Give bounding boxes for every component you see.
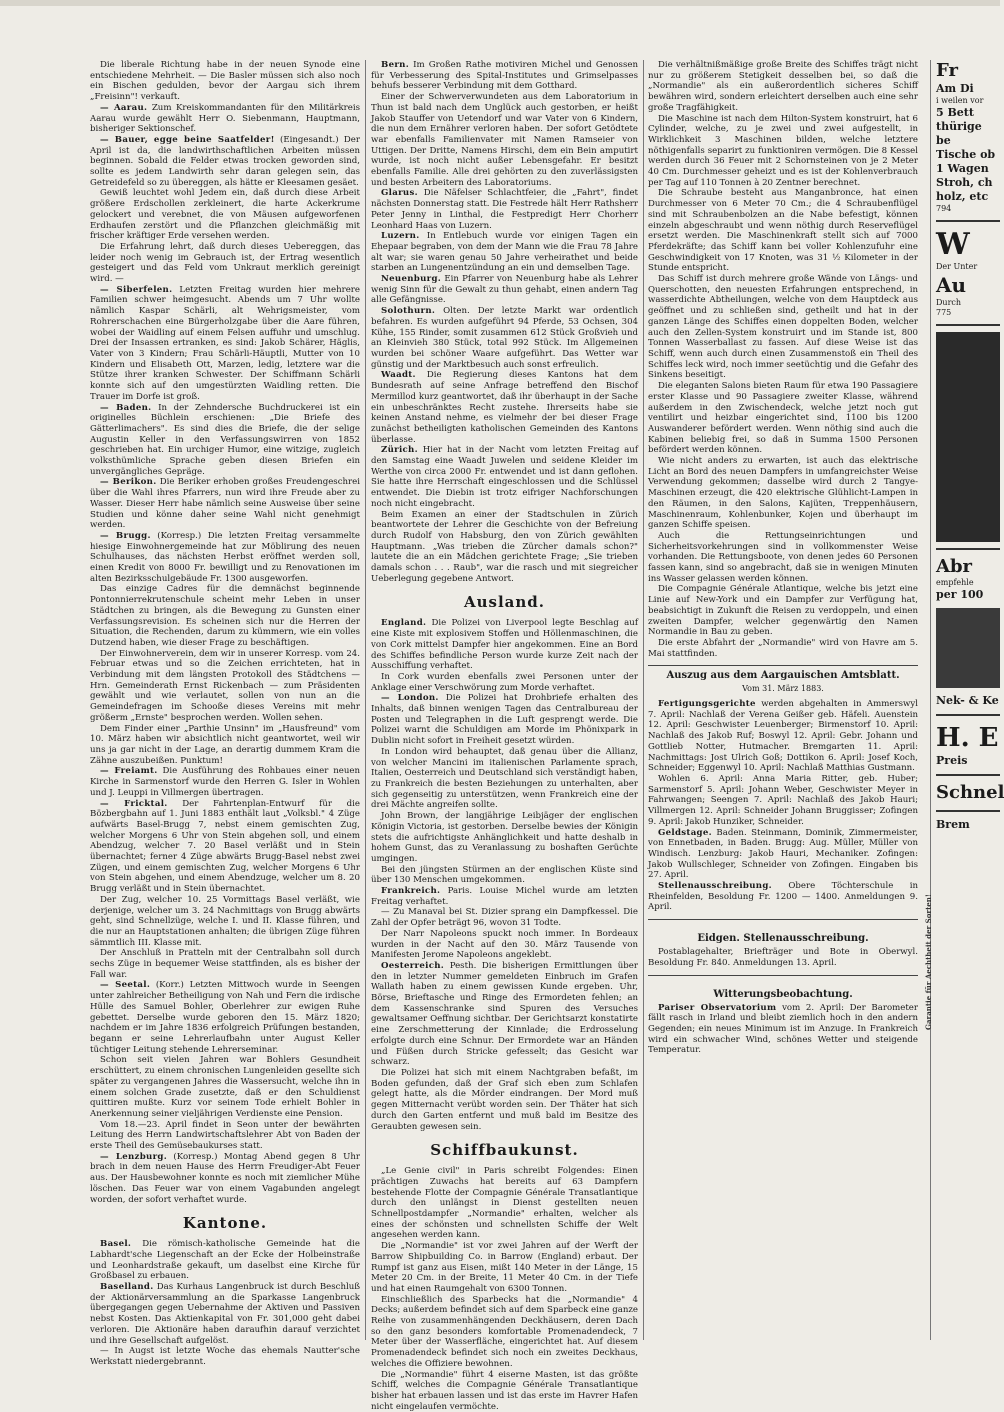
- page-top-edge: [0, 0, 1000, 6]
- ad-number: 775: [936, 308, 952, 317]
- article-paragraph: John Brown, der langjährige Leibjäger der englischen Königin Victoria, ist gestorben. Derselbe bewies der Königin stets die aufrichtigste Anhänglichkeit und hatte deshalb in hohem Gunst, das zu Veranlassung zu boshaften Gerüchte umgingen.: [371, 811, 638, 864]
- ad-divider: [936, 774, 1000, 776]
- weather-box: [648, 975, 918, 1057]
- article-paragraph: Der Zug, welcher 10. 25 Vormittags Basel verläßt, wie derjenige, welcher um 3. 24 Nachmittags von Brugg abwärts geht, sind Schnellzüge, welche I. und II. Klasse führen, und die nur an Hauptstationen anhalten; die übrigen Züge führen sämmtlich III. Klasse mit.: [90, 894, 360, 948]
- article-lead: Bern.: [381, 60, 409, 70]
- article-paragraph: Der Narr Napoleons spuckt noch immer. In Bordeaux wurden in der Nacht auf den 30. März Tausende von Manifesten Jerome Napoleons angeklebt.: [371, 928, 638, 961]
- article-text: Olten. Der letzte Markt war ordentlich befahren. Es wurden aufgeführt 94 Pferde, 53 Ochsen, 304 Kühe, 155 Rinder, somit zusammen 612 Stück Großvieh und an Kleinvieh 380 Stück, total 992 Stück. Im Allgemeinen wurden bei schöner Waare aufgeführt. Das Wetter war günstig und der Marktbesuch auch sonst erfreulich.: [371, 306, 638, 370]
- notice-text: vom 2. April: Der Barometer fällt rasch in Irland und bleibt ziemlich hoch in den andern Gegenden; ein neues Minimum ist im Anzuge. In Frankreich wird ein schwacher Wind, schönes Wetter und steigende Temperatur.: [648, 1002, 919, 1056]
- article-paragraph: Die „Normandie" führt 4 eiserne Masten, ist das größte Schiff, welches die Compagnie Générale Transatlantique bisher hat erbauen lassen und ist das erste im Havrer Hafen nicht eingelaufen vermöchte.: [371, 1369, 638, 1412]
- amtsblatt-date: Vom 31. März 1883.: [742, 684, 824, 694]
- article-text: Die Regierung dieses Kantons hat dem Bundesrath auf seine Anfrage betreffend den Bischof Mermillod kurz geantwortet, daß ihr überhaupt in der Sache ein unbeschränktes Recht zustehe. Ihrerseits habe sie keinen Anstand nehme, es vielmehr der bei dieser Frage zunächst betheiligten katholischen Gemeinden des Kantons überlasse.: [371, 370, 638, 445]
- article-text: Die Polizei hat Drohbriefe erhalten des Inhalts, daß binnen wenigen Tagen das Centralbureau der Posten und Telegraphen in die Luft gesprengt werde. Die Polizei warnt die Schuldigen am Morde im Phönixpark in Dublin nicht sofort in Freiheit gesetzt würden.: [371, 693, 639, 747]
- article-lead: Waadt.: [381, 370, 416, 381]
- article-paragraph: [90, 285, 360, 403]
- article-text: Die Näfelser Schlachtfeier, die „Fahrt", findet nächsten Donnerstag statt. Die Festrede hält Herr Rathsherr Peter Jenny in Linthal, die Festpredigt Herr Chorherr Leonhard Haas von Luzern.: [371, 188, 638, 231]
- stellen-heading: Eidgen. Stellenausschreibung.: [697, 933, 869, 945]
- ad-divider: [936, 714, 1000, 716]
- article-paragraph: [371, 188, 638, 231]
- ad-text: i weilen vor: [936, 96, 984, 105]
- article-lead: — Freiamt.: [100, 766, 158, 777]
- amtsblatt-heading: Auszug aus dem Aargauischen Amtsblatt.: [648, 665, 918, 682]
- article-lead: — Aarau.: [100, 102, 148, 113]
- article-paragraph: In London wird behauptet, daß genau über die Allianz, von welcher Mancini im italienischen Parlamente sprach, Italien, Oesterreich und Deutschland sich verständigt haben, zu Frankreich die besten Beziehungen zu unterhalten, aber sich gegenseitig zu unterstützen, wenn Frankreich eine der drei Mächte angreifen sollte.: [371, 746, 638, 811]
- article-text: Ein Pfarrer von Neuenburg habe als Lehrer wenig Sinn für die Gewalt zu thun gehabt, einen andern Tag alle Gefängnisse.: [371, 274, 638, 306]
- article-lead: — Brugg.: [100, 530, 151, 541]
- article-lead: — Seetal.: [100, 980, 151, 991]
- article-paragraph: [90, 799, 360, 895]
- ad-text: Stroh, ch: [936, 176, 993, 189]
- notice-paragraph: [648, 1003, 918, 1057]
- article-paragraph: Wie nicht anders zu erwarten, ist auch das elektrische Licht an Bord des neuen Dampfers in umfangreichster Weise Verwendung gekommen; dasselbe wird durch 2 Tangye-Maschinen erzeugt, die 420 elektrische Glühlicht-Lampen in den Räumen, in den Salons, Kajüten, Treppenhäusern, Maschinenraum, Kohlenbunker, Kojen und überhaupt im ganzen Schiffe speisen.: [648, 456, 918, 531]
- ad-text: 1 Wagen: [936, 162, 989, 175]
- article-paragraph: Die Polizei hat sich mit einem Nachtgraben befaßt, im Boden gefunden, daß der Graf sich eben zum Schlafen gelegt hatte, als die Mörder eindrangen. Der Mord muß gegen Mitternacht verübt worden sein. Der Thäter hat sich durch den Garten entfernt und muß bald im Besitze des Geraubten gewesen sein.: [371, 1067, 638, 1132]
- ad-text: Brem: [936, 818, 970, 831]
- article-paragraph: [371, 274, 638, 306]
- ad-divider: [936, 324, 1000, 326]
- ad-initial: Au: [936, 273, 967, 297]
- article-lead: Oesterreich.: [381, 960, 445, 971]
- article-paragraph: Die „Normandie" ist vor zwei Jahren auf der Werft der Barrow Shipbuilding Co. in Barrow (England) erbaut. Der Rumpf ist ganz aus Eisen, mißt 140 Meter in der Länge, 15 Meter 20 Cm. in der Breite, 11 Meter 40 Cm. in der Tiefe und hat einen Raumgehalt von 6300 Tonnen.: [371, 1241, 638, 1294]
- ad-text: Am Di: [936, 82, 974, 95]
- stellen-box: [648, 919, 918, 968]
- article-paragraph: [90, 135, 360, 189]
- article-paragraph: Die Compagnie Générale Atlantique, welche bis jetzt eine Linie auf New-York und ein Dampfer zur Verfügung hat, beabsichtigt in Zukunft die Reisen zu verdoppeln, und einen zweiten Dampfer, welcher gegenwärtig den Namen Normandie in Bau zu geben.: [648, 584, 918, 638]
- ad-text: thürige be: [936, 120, 982, 147]
- article-text: (Korresp.) Montag Abend gegen 8 Uhr brach in dem neuen Hause des Herrn Freudiger-Abt Feuer aus. Der Hausbewohner konnte es noch mit ziemlicher Mühe löschen. Das Feuer war von einem Vagabunden angelegt worden, der sofort verhaftet wurde.: [90, 1151, 360, 1205]
- notice-text: werden abgehalten in Ammerswyl 7. April: Nachlaß der Verena Geißer geb. Häfeli. Auenstein 12. April: Geschwister Leuenberger; Birmenstorf 10. April: Nachlaß des Jakob Ruf; Boswyl 12. April: Gebr. Johann und Gottlieb Notter, Hutmacher. Bremgarten 11. April: Nachmittags: Jost Ulrich Goß; Dottikon 6. April: Josef Koch, Schneider; Eggenwyl 10. April: Nachlaß Matthias Gustmann.: [648, 699, 918, 774]
- article-paragraph: Die liberale Richtung habe in der neuen Synode eine entschiedene Mehrheit. — Die Basler müssen sich also noch ein Bischen gedulden, bevor der Aargau sich ihrem „Freisinn"! verkauft.: [90, 60, 360, 103]
- notice-lead: Stellenausschreibung.: [658, 881, 772, 892]
- notice-lead: Fertigungsgerichte: [658, 699, 756, 710]
- article-text: In Entlebuch wurde vor einigen Tagen ein Ehepaar begraben, von dem der Mann wie die Frau 78 Jahre alt war; sie waren genau 50 Jahre verheirathet und beide starben an Lungenentzündung an ein und demselben Tage.: [371, 231, 638, 274]
- notice-paragraph: Wohlen 6. April: Anna Maria Ritter, geb. Huber; Sarmenstorf 5. April: Johann Weber, Geschwister Meyer in Fahrwangen; Seengen 7. April: Nachlaß des Jakob Hauri; Villmergen 12. April: Schneider Johann Bruggisser; Zofingen 9. April: Jakob Hunziker, Schneider.: [648, 774, 918, 827]
- article-paragraph: [90, 103, 360, 135]
- article-paragraph: Einer der Schwerverwundeten aus dem Laboratorium in Thun ist bald nach dem Unglück auch gestorben, er heißt Jakob Stauffer von Uetendorf und war Vater von 6 Kindern, die nun dem Ernährer verloren haben. Der sofort Getödtete war ebenfalls Familienvater mit Namen Ramseier von Uttigen. Der Dritte, Namens Hirschi, dem ein Bein amputirt wurde, ist noch nicht außer Lebensgefahr. Er besitzt ebenfalls Familie. Alle drei gehörten zu den zuverlässigsten und besten Arbeitern des Laboratoriums.: [371, 92, 638, 188]
- article-paragraph: Einschließlich des Sparbecks hat die „Normandie" 4 Decks; außerdem befindet sich auf dem Sparbeck eine ganze Reihe von zusammenhängenden Deckhäusern, deren Dach so den ganz besonders komfortable Promenadendeck, 7 Meter über der Wasserfläche, eingerichtet hat. Auf diesem Promenadendeck befindet sich noch ein zweites Deckhaus, welches die Offiziere bewohnen.: [371, 1294, 638, 1369]
- article-lead: — Bauer, egge beine Saatfelder!: [100, 134, 275, 145]
- article-paragraph: [90, 1152, 360, 1206]
- article-paragraph: Beim Examen an einer der Stadtschulen in Zürich beantwortete der Lehrer die Geschichte von der Befreiung durch Rudolf von Habsburg, den von Zürich gewählten Hauptmann. „Was trieben die Zürcher damals schon?" lautete die an ein Mädchen gerichtete Frage; „Sie trieben damals schon . . . Raub", war die rasch und mit siegreicher Ueberlegung gegebene Antwort.: [371, 509, 638, 584]
- article-lead: Zürich.: [381, 445, 418, 456]
- article-paragraph: In Cork wurden ebenfalls zwei Personen unter der Anklage einer Verschwörung zum Morde verhaftet.: [371, 671, 638, 693]
- column-3: [648, 60, 918, 1340]
- article-paragraph: Dem Finder einer „Parthie Unsinn" im „Hausfreund" vom 10. März haben wir absichtlich nicht geantwortet, weil wir uns ja gar nicht in der Lage, an derartig dummem Kram die Zähne auszubeißen. Punktum!: [90, 723, 360, 766]
- notice-lead: Geldstage.: [658, 827, 712, 838]
- article-lead: Basel.: [100, 1239, 132, 1250]
- article-text: Die römisch-katholische Gemeinde hat die Labhardt'sche Liegenschaft an der Ecke der Holbeinstraße und Leonhardstraße gekauft, um daselbst eine Kirche für Großbasel zu erbauen.: [90, 1239, 360, 1282]
- notice-paragraph: Postablagehalter, Briefträger und Bote in Oberwyl. Besoldung Fr. 840. Anmeldungen 13. April.: [648, 947, 918, 968]
- article-paragraph: [371, 231, 638, 274]
- ad-text: Der Unter: [936, 262, 978, 271]
- ad-illustration: [936, 332, 1000, 542]
- notice-paragraph: [648, 881, 918, 913]
- ad-divider: [936, 548, 1000, 550]
- article-paragraph: Die Maschine ist nach dem Hilton-System konstruirt, hat 6 Cylinder, welche, zu je zwei und zwei aufgestellt, in Wirklichkeit 3 Maschinen bilden, welche letztere nöthigenfalls separirt zu funktioniren vermögen. Die 8 Kessel werden durch 36 Feuer mit 2 Schornsteinen von je 2 Meter 40 Cm. Durchmesser geheizt und es ist der Kohlenverbrauch per Tag auf 110 Tonnen à 20 Zentner berechnet.: [648, 113, 918, 188]
- article-paragraph: [371, 618, 638, 672]
- article-paragraph: Der Einwohnerverein, dem wir in unserer Korresp. vom 24. Februar etwas und so die Zeichen errichteten, hat in Verbindung mit dem längsten Protokoll des Städtchens — Hrn. Gemeinderath Ernst Rickenbach — zum Präsidenten gewählt und wie verlautet, sollen von nun an die Gemeindefragen im Schooße dieses Vereins mit mehr größerm „Ernste" besprochen werden. Wollen sehen.: [90, 648, 360, 723]
- ad-illustration: [936, 608, 1000, 688]
- article-text: (Korr.) Letzten Mittwoch wurde in Seengen unter zahlreicher Betheiligung von Nah und Fern die irdische Hülle des Samuel Bohler, Oberlehrer zur ewigen Ruhe gebettet. Derselbe wurde geboren den 15. März 1820; nachdem er im Jahre 1836 erfolgreich Prüfungen bestanden, begann er seine Lehrerlaufbahn unter August Keller tüchtiger Leitung stehende Lehrerseminar.: [90, 980, 360, 1055]
- article-paragraph: [90, 531, 360, 585]
- ad-text: holz, etc: [936, 190, 989, 203]
- article-text: Zum Kreiskommandanten für den Militärkreis Aarau wurde gewählt Herr O. Siebenmann, Hauptmann, bisheriger Sektionschef.: [90, 102, 361, 135]
- article-text: Die Beriker erhoben großes Freudengeschrei über die Wahl ihres Pfarrers, nun wird ihre Freude aber zu Wasser. Dieser Herr habe nämlich seine Ausweise über seine Studien und könne daher seine Wahl nicht genehmigt werden.: [90, 477, 360, 531]
- article-text: Die Ausführung des Rohbaues einer neuen Kirche in Sarmenstorf wurde den Herren G. Isler in Wohlen und J. Leuppi in Villmergen übertragen.: [90, 766, 360, 798]
- article-paragraph: Die erste Abfahrt der „Normandie" wird von Havre am 5. Mai stattfinden.: [648, 637, 918, 659]
- article-text: Paris. Louise Michel wurde am letzten Freitag verhaftet.: [371, 886, 638, 907]
- article-lead: — Fricktal.: [100, 798, 168, 809]
- article-paragraph: [371, 370, 638, 445]
- article-paragraph: [90, 477, 360, 531]
- ad-text: Durch: [936, 298, 962, 307]
- article-paragraph: Die verhältnißmäßige große Breite des Schiffes trägt nicht nur zu größerem Stetigkeit desselben bei, so daß die „Normandie" als ein außerordentlich sicheres Schiff bewähren wird, sondern erleichtert derselben auch eine sehr große Tragfähigkeit.: [648, 60, 918, 113]
- article-paragraph: [371, 693, 638, 747]
- article-text: Im Großen Rathe motiviren Michel und Genossen für Verbesserung des Spital-Institutes und Grimselpasses behufs besserer Verbindung mit dem Gotthard.: [371, 60, 638, 92]
- article-paragraph: Die Schraube besteht aus Manganbronce, hat einen Durchmesser von 6 Meter 70 Cm.; die 4 Schraubenflügel sind mit Schraubenbolzen an die Nabe befestigt, können einzeln abgeschraubt und wenn nöthig durch Reserveflügel ersetzt werden. Die Maschinenkraft stellt sich auf 7000 Pferdekräfte; das Schiff kann bei voller Kohlenzufuhr eine Geschwindigkeit von 17 Knoten, was 31 ½ Kilometer in der Stunde entspricht.: [648, 188, 918, 274]
- section-heading-schiffbaukunst: Schiffbaukunst.: [430, 1141, 579, 1160]
- article-lead: Luzern.: [381, 231, 420, 242]
- ad-heading: H. E: [936, 723, 999, 753]
- article-paragraph: Die Erfahrung lehrt, daß durch dieses Uebereggen, das leider noch wenig im Gebrauch ist, der Ertrag wesentlich gesteigert und das Feld vom Unkraut merklich gereinigt wird. —: [90, 241, 360, 285]
- column-1: [90, 60, 361, 1367]
- ad-text: per 100: [936, 588, 984, 601]
- article-paragraph: — Zu Manaval bei St. Dizier sprang ein Dampfkessel. Die Zahl der Opfer beträgt 96, wovon 31 Todte.: [371, 907, 638, 929]
- ad-text: empfehle: [936, 578, 974, 587]
- article-paragraph: [371, 886, 638, 907]
- article-lead: — Baden.: [100, 402, 152, 413]
- article-text: Letzten Freitag wurden hier mehrere Familien schwer heimgesucht. Abends um 7 Uhr wollte nämlich Kaspar Schärli, alt Wehrigsmeister, vom Rohrerschachen eine Bürgerholzgabe über die Aare führen, wobei der Waidling auf einem Felsen auffuhr und umschlug. Drei der Insassen ertranken, es sind: Jakob Schärer, Häglis, Vater von 3 Kindern; Frau Schärli-Häuptli, Mutter von 10 Kindern und Elisabeth Ott, Marzen, ledig, letztere war die Stütze ihrer kranken Schwester. Der Schiffmann Schärli konnte sich auf den umgestürzten Waidling retten. Die Trauer im Dorfe ist groß.: [90, 284, 360, 402]
- article-paragraph: [371, 60, 638, 92]
- ad-heading: Fr: [936, 60, 958, 81]
- article-paragraph: [371, 961, 638, 1068]
- article-paragraph: [90, 766, 360, 798]
- ad-text: Nek- & Ke: [936, 694, 999, 707]
- article-text: (Eingesandt.) Der April ist da, die landwirthschaftlichen Arbeiten müssen beginnen. Sobald die Felder etwas trocken geworden sind, sollte es jedem Landwirth sehr daran gelegen sein, das Getreidefeld so zu übereggen, als hätte er Kleesamen gesäet.: [90, 134, 361, 188]
- article-paragraph: „Le Genie civil" in Paris schreibt Folgendes: Einen prächtigen Zuwachs hat bereits auf 63 Dampfern bestehende Flotte der Compagnie Générale Transatlantique durch den unlängst in Dienst gestellten neuen Schnellpostdampfer „Normandie" erhalten, welcher als eines der schönsten und schnellsten Schiffe der Welt angesehen werden kann.: [371, 1166, 638, 1241]
- article-paragraph: Die eleganten Salons bieten Raum für etwa 190 Passagiere erster Klasse und 90 Passagiere zweiter Klasse, während außerdem in den Zwischendeck, welche jetzt noch gut ventilirt und heizbar eingerichtet sind, 1100 bis 1200 Auswanderer befördert werden. Wenn nöthig sind auch die Kabinen beliebig frei, so daß in Summa 1500 Personen befördert werden können.: [648, 381, 918, 456]
- article-text: Der Fahrtenplan-Entwurf für die Bözbergbahn auf 1. Juni 1883 enthält laut „Volksbl." 4 Züge aufwärts Basel-Brugg 7, nebst einem gemischten Zug, welcher Morgens 6 Uhr von Stein abgehen soll, und einem Abendzug, welcher 7. 20 Basel verläßt und in Stein übernachtet; ferner 4 Züge abwärts Brugg-Basel nebst zwei Zügen, und einem gemischten Zug, welcher Morgens 6 Uhr von Stein abgehen, und einem Abendzuge, welcher um 8. 20 Brugg verläßt und in Stein übernachtet.: [90, 798, 361, 895]
- ad-text: Tische ob: [936, 148, 996, 161]
- ad-heading: Abr: [936, 556, 973, 577]
- article-text: In der Zehndersche Buchdruckerei ist ein originelles Büchlein erschienen: „Die Briefe des Gätterlimachers". Es sind dies die Briefe, die der selige Augustin Keller in den Verfassungswirren von 1852 geschrieben hat. Ein urchiger Humor, eine witzige, zugleich volksthümliche Sprache geben diesen Briefen ein unvergängliches Gepräge.: [90, 402, 360, 477]
- article-lead: Glarus.: [381, 188, 418, 199]
- article-lead: Solothurn.: [381, 306, 436, 317]
- notice-text: Obere Töchterschule in Rheinfelden, Besoldung Fr. 1200 — 1400. Anmeldungen 9. April.: [648, 881, 918, 913]
- notice-text: Baden. Steinmann, Dominik, Zimmermeister, von Ennetbaden, in Baden. Brugg: Aug. Müller, Müller von Windisch. Lenzburg: Jakob Hauri, Mechaniker. Zofingen: Jakob Wullschleger, Schneider von Zofingen. Eingaben bis 27. April.: [648, 827, 919, 881]
- ad-heading: Schnel: [936, 782, 1004, 803]
- article-paragraph: [90, 1239, 360, 1282]
- article-lead: Frankreich.: [381, 886, 441, 897]
- article-lead: England.: [381, 618, 427, 629]
- article-text: (Korresp.) Die letzten Freitag versammelte hiesige Einwohnergemeinde hat zur Möblirung des neuen Schulhauses, das nächsten Herbst eröffnet werden soll, einen Kredit von 8000 Fr. bewilligt und zu Renovationen im alten Bezirksschulgebäude Fr. 1300 ausgeworfen.: [90, 530, 360, 584]
- ad-divider: [936, 220, 1000, 222]
- column-4-ads: [936, 60, 1004, 1340]
- column-rule: [643, 60, 644, 1340]
- article-paragraph: [90, 1282, 360, 1346]
- article-paragraph: [90, 980, 360, 1055]
- article-lead: — London.: [381, 693, 439, 704]
- ad-divider: [936, 810, 1000, 812]
- notice-paragraph: [648, 699, 918, 774]
- notice-paragraph: [648, 828, 918, 882]
- article-paragraph: Bei den jüngsten Stürmen an der englischen Küste sind über 130 Menschen umgekommen.: [371, 864, 638, 886]
- column-2: [371, 60, 639, 1412]
- article-paragraph: [371, 306, 638, 370]
- notice-lead: Pariser Observatorium: [658, 1002, 777, 1013]
- section-heading-ausland: Ausland.: [463, 593, 546, 612]
- article-lead: — Lenzburg.: [100, 1151, 167, 1162]
- ad-initial: W: [936, 227, 970, 262]
- article-paragraph: [371, 445, 638, 509]
- article-lead: — Siberfelen.: [100, 284, 173, 295]
- ad-text: 5 Bett: [936, 106, 974, 119]
- article-text: Die Polizei von Liverpool legte Beschlag auf eine Kiste mit explosivem Stoffen und Höllenmaschinen, die von Cork mittelst Dampfer hier angekommen. Eine an Bord des Schiffes befindliche Person wurde kurze Zeit nach der Ausschiffung verhaftet.: [371, 618, 638, 672]
- article-lead: Baselland.: [100, 1282, 154, 1293]
- column-rule: [365, 60, 366, 1340]
- article-text: Pesth. Die bisherigen Ermittlungen über den in letzter Nummer gemeldeten Einbruch im Grafen Wallath haben zu einem gewissen Kunde ergeben. Uhr, Börse, Brieftasche und Ringe des Ermordeten fehlen; an dem Kassenschranke sind Spuren des Versuches gewaltsamer Oeffnung sichtbar. Der Gerichtsarzt konstatirte eine Zerschmetterung der Kinnlade; die Erdrosselung erfolgte durch eine Schnur. Der Ermordete war an Händen und Füßen durch Stricke gefesselt; das Gesicht war schwarz.: [371, 960, 638, 1068]
- article-lead: — Berikon.: [100, 477, 157, 488]
- article-text: Das Kurhaus Langenbruck ist durch Beschluß der Aktionärversammlung an die Sparkasse Langenbruck übergegangen gegen Uebernahme der Aktiven und Passiven nebst Kosten. Das Aktienkapital von Fr. 301,000 geht dabei verloren. Die Aktionäre haben daraufhin darauf verzichtet und ihre Gesellschaft aufgelöst.: [90, 1282, 360, 1346]
- article-paragraph: Schon seit vielen Jahren war Bohlers Gesundheit erschüttert, zu einem chronischen Lungenleiden gesellte sich später zu vergangenen Jahres die Wassersucht, welche ihn in einem solchen Grade zusetzte, daß er den Schuldienst quittiren mußte. Kurz vor seinem Tode erhielt Bohler in Anerkennung seiner vieljährigen Verdienste eine Pension.: [90, 1055, 360, 1119]
- margin-guarantee-note: Garantie für Aechtheit der Sorten!: [924, 894, 933, 1030]
- article-text: Hier hat in der Nacht vom letzten Freitag auf den Samstag eine Waadt Juwelen und seidene Kleider im Werthe von circa 2000 Fr. entwendet und ist dann geflohen. Sie hatte ihre Herrschaft eingeschlossen und die Schlüssel entwendet. Die Diebin ist trotz eifriger Nachforschungen noch nicht eingebracht.: [371, 445, 639, 509]
- ad-number: 794: [936, 204, 952, 213]
- article-paragraph: Der Anschluß in Pratteln mit der Centralbahn soll durch sechs Züge in bequemer Weise stattfinden, als es bisher der Fall war.: [90, 948, 360, 980]
- article-paragraph: Das Schiff ist durch mehrere große Wände von Längs- und Querschotten, den neuesten Erfahrungen entsprechend, in wasserdichte Abtheilungen, welche von dem Hauptdeck aus geöffnet und zu schließen sind, getheilt und hat in der ganzen Länge des Schiffes einen doppelten Boden, welcher auch den Zellen-System konstruirt und im Stande ist, 800 Tonnen Wasserballast zu fassen. Auf diese Weise ist das Schiff, wenn auch durch einen Zusammenstoß ein Theil des Schiffes leck wird, noch immer seetüchtig und die Gefahr des Sinkens beseitigt.: [648, 274, 918, 381]
- article-paragraph: Das einzige Cadres für die demnächst beginnende Pontonnierrekrutenschule scheint mehr Leben in unser Städtchen zu bringen, als die Bewegung zu Gunsten einer Verfassungsrevision. Es scheinen sich nur die Herren der Situation, die Rechenden, darum zu kümmern, wie ein volles Dutzend haben, wie dieser Frage zu beschäftigen.: [90, 584, 360, 648]
- article-paragraph: Gewiß leuchtet wohl Jedem ein, daß durch diese Arbeit größere Erdschollen zerkleinert, die harte Ackerkrume gelockert und verebnet, die von Mäusen aufgeworfenen Erdhaufen zerstört und die Pflanzchen gleichmäßig mit frischer kräftiger Erde versehen werden.: [90, 188, 360, 242]
- article-lead: Neuenburg.: [381, 274, 442, 285]
- section-heading-kantone: Kantone.: [182, 1214, 268, 1233]
- weather-heading: Witterungsbeobachtung.: [713, 988, 853, 1000]
- article-paragraph: [90, 403, 360, 478]
- article-paragraph: — In Augst ist letzte Woche das ehemals Nautter'sche Werkstatt niedergebrannt.: [90, 1346, 360, 1367]
- article-paragraph: Vom 18.—23. April findet in Seon unter der bewährten Leitung des Herrn Landwirtschaftslehrer Abt von Baden der erste Theil des Gemüsebaukurses statt.: [90, 1119, 360, 1152]
- ad-text: Preis: [936, 754, 968, 767]
- article-paragraph: Auch die Rettungseinrichtungen und Sicherheitsvorkehrungen sind in vollkommenster Weise vorhanden. Die Rettungsboote, von denen jedes 60 Personen fassen kann, sind so angebracht, daß sie in wenigen Minuten ins Wasser gelassen werden können.: [648, 530, 918, 584]
